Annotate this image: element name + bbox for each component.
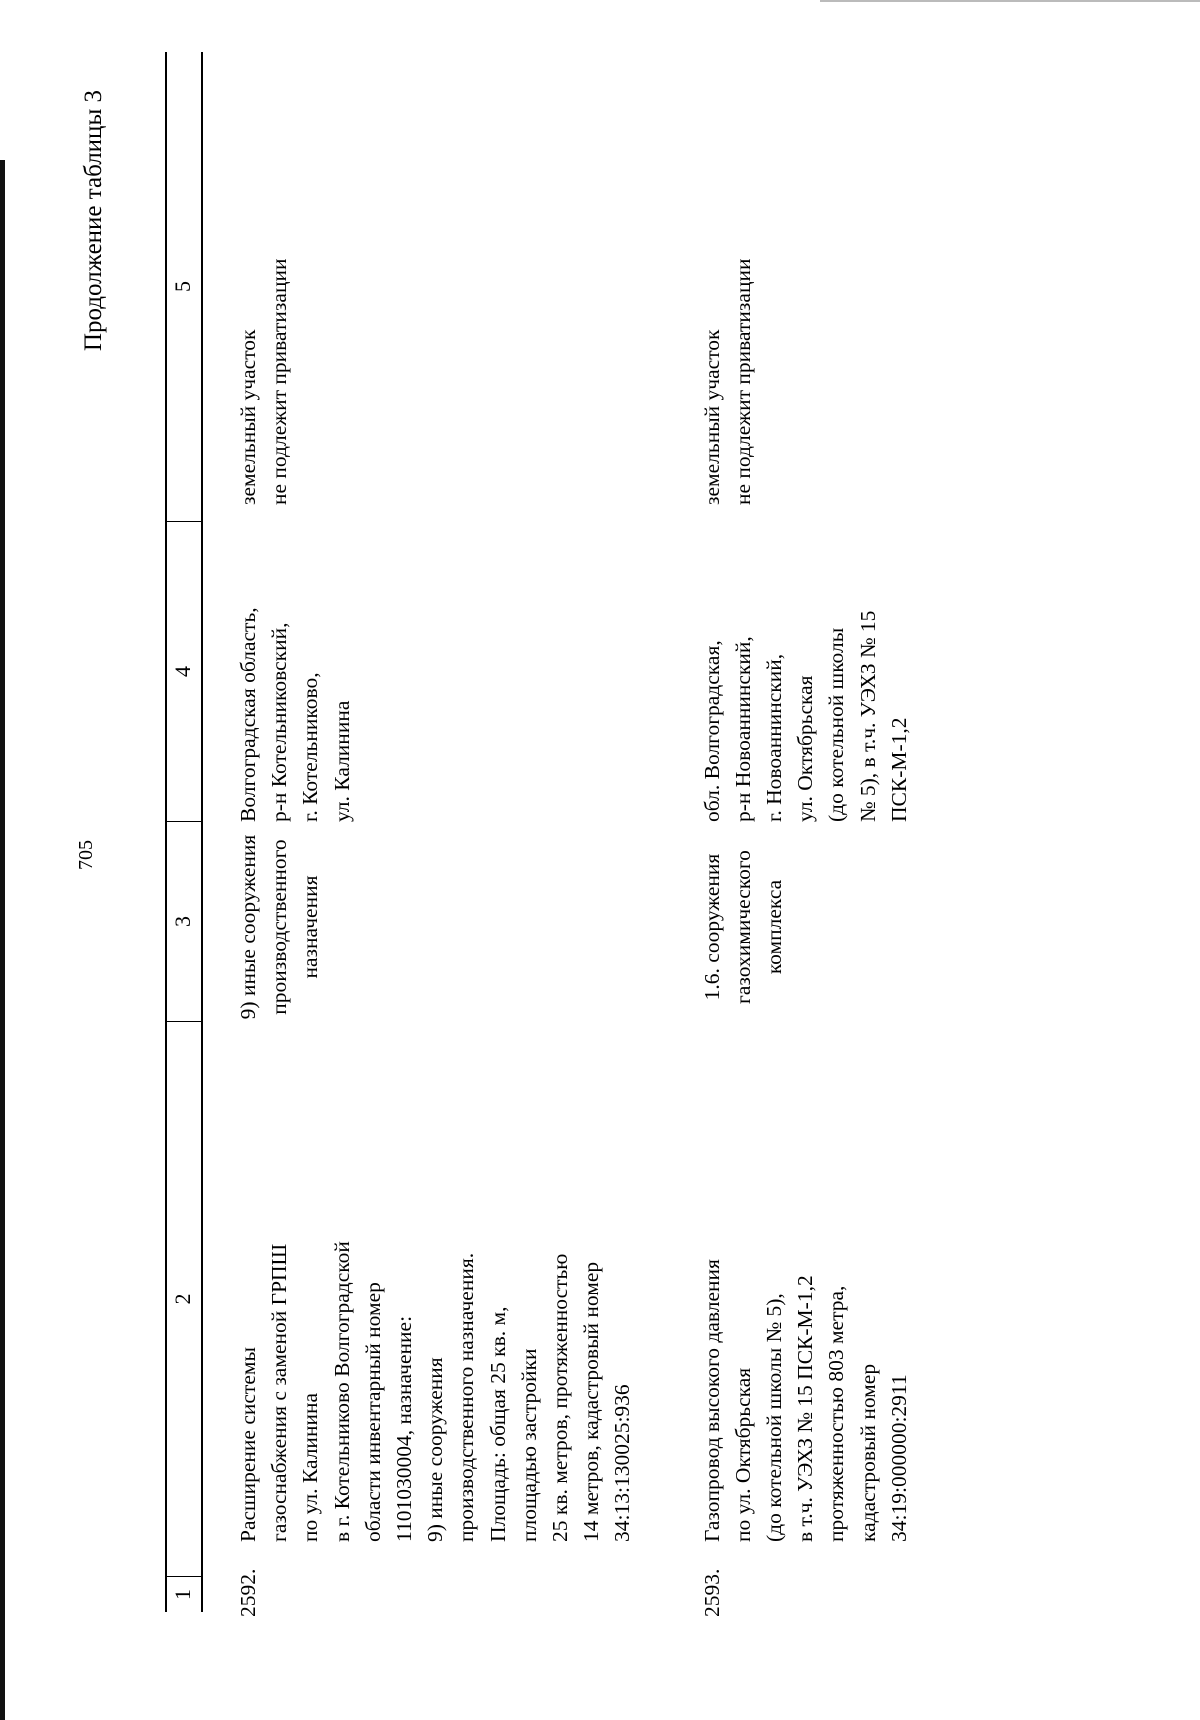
text-line: г. Новоаннинский, — [762, 653, 787, 822]
text-line: земельный участок — [236, 329, 260, 505]
object-note — [233, 57, 639, 527]
text-line: Газопровод высокого давления — [699, 1259, 724, 1542]
property-table — [165, 52, 915, 1617]
text-line: (до котельной школы — [824, 627, 849, 822]
table-caption: Продолжение таблицы 3 — [80, 90, 107, 352]
text-line: не подлежит приватизации — [267, 258, 292, 505]
text-line: в т.ч. УЭХЗ № 15 ПСК-М-1,2 — [793, 1275, 818, 1542]
header-col-5: 5 — [167, 52, 201, 522]
text-line: комплекса — [762, 879, 787, 975]
object-type — [697, 827, 915, 1027]
text-line: 1.6. сооружения — [699, 853, 724, 1001]
table-header — [167, 52, 203, 1612]
text-line: площадью застройки — [516, 1348, 541, 1542]
table-row — [203, 52, 639, 1617]
text-line: Волгоградская область, — [236, 607, 260, 822]
text-line: р-н Котельниковский, — [267, 622, 292, 822]
text-line: в г. Котельниково Волгоградской — [329, 1241, 354, 1542]
text-line: г. Котельниково, — [298, 672, 323, 822]
text-line: по ул. Калинина — [298, 1393, 323, 1542]
text-line: (до котельной школы № 5), — [762, 1293, 787, 1542]
text-line: 34:19:000000:2911 — [886, 1374, 911, 1542]
row-number: 2592. — [236, 1568, 260, 1617]
header-col-2: 2 — [167, 1022, 201, 1577]
object-note — [697, 57, 915, 527]
text-line: 9) иные сооружения — [236, 834, 260, 1020]
text-line: производственного — [267, 839, 292, 1015]
header-col-1: 1 — [170, 1589, 195, 1600]
row-number: 2593. — [699, 1568, 724, 1617]
text-line: Площадь: общая 25 кв. м, — [485, 1306, 510, 1542]
text-line: Расширение системы — [236, 1347, 260, 1542]
text-line: кадастровый номер — [855, 1363, 880, 1542]
text-line: производственного назначения. — [454, 1252, 479, 1542]
text-line: ул. Октябрьская — [793, 675, 818, 822]
text-line: назначения — [298, 875, 323, 979]
text-line: обл. Волгоградская, — [699, 640, 724, 822]
table-row — [639, 52, 915, 1617]
text-line: области инвентарный номер — [360, 1282, 385, 1542]
text-line: 14 метров, кадастровый номер — [579, 1261, 604, 1542]
object-type — [233, 827, 639, 1027]
object-description — [697, 1027, 915, 1542]
text-line: земельный участок — [699, 329, 724, 505]
text-line: по ул. Октябрьская — [730, 1367, 755, 1542]
text-line: 9) иные сооружения — [423, 1357, 448, 1542]
text-line: 1101030004, назначение: — [392, 1315, 417, 1542]
page-number: 705 — [75, 840, 97, 870]
text-line: ПСК-М-1,2 — [886, 717, 911, 822]
object-address — [697, 527, 915, 827]
header-col-4: 4 — [167, 522, 201, 822]
object-address — [233, 527, 639, 827]
text-line: 34:13:130025:936 — [610, 1384, 635, 1542]
text-line: ул. Калинина — [329, 700, 354, 822]
text-line: газохимического — [730, 850, 755, 1004]
object-description — [233, 1027, 639, 1542]
header-col-3: 3 — [167, 822, 201, 1022]
text-line: протяженностью 803 метра, — [824, 1285, 849, 1542]
text-line: 25 кв. метров, протяженностью — [548, 1253, 573, 1542]
text-line: № 5), в т.ч. УЭХЗ № 15 — [855, 610, 880, 822]
text-line: не подлежит приватизации — [730, 258, 755, 505]
text-line: газоснабжения с заменой ГРПШ — [267, 1243, 292, 1542]
text-line: р-н Новоаннинский, — [730, 636, 755, 822]
